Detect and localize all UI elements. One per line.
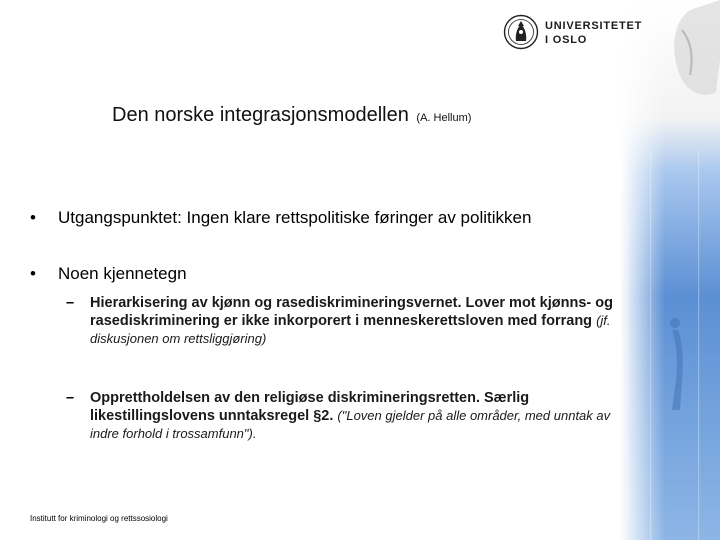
decorative-side-strip: [620, 0, 720, 540]
university-logo: [503, 14, 643, 54]
bullet-marker: •: [30, 208, 36, 227]
sub-bullet-note: (jf. diskusjonen om rettsliggjøring): [90, 313, 611, 346]
sub-bullet-text-block: [90, 389, 630, 443]
bullet-marker: •: [30, 264, 36, 283]
slide-title: [112, 104, 592, 127]
title-attribution: (A. Hellum): [416, 112, 472, 124]
sub-bullet-marker: –: [66, 390, 75, 406]
sub-bullet-text-block: [90, 294, 630, 348]
logo-line1: UNIVERSITETET: [545, 20, 643, 32]
sub-bullet-text: Opprettholdelsen av den religiøse diskrimineringsretten. Særlig likestillingslovens unntaksregel §2.: [90, 390, 530, 424]
title-text: Den norske integrasjonsmodellen: [112, 104, 409, 126]
sub-bullet-note: ("Loven gjelder på alle områder, med unntak av indre forhold i trossamfunn").: [90, 408, 611, 441]
sub-bullet-marker: –: [66, 295, 75, 311]
university-seal-icon: [503, 14, 539, 50]
logo-line2: I OSLO: [545, 34, 588, 46]
footer-institute: Institutt for kriminologi og rettssosiologi: [30, 514, 168, 523]
bullet-text: Noen kjennetegn: [58, 264, 187, 283]
bullet-text: Utgangspunktet: Ingen klare rettspolitiske føringer av politikken: [58, 208, 532, 227]
sub-bullet-text: Hierarkisering av kjønn og rasediskrimineringsvernet. Lover mot kjønns- og rasediskriminering er ikke inkorporert i menneskerettsloven med forrang: [90, 295, 613, 329]
